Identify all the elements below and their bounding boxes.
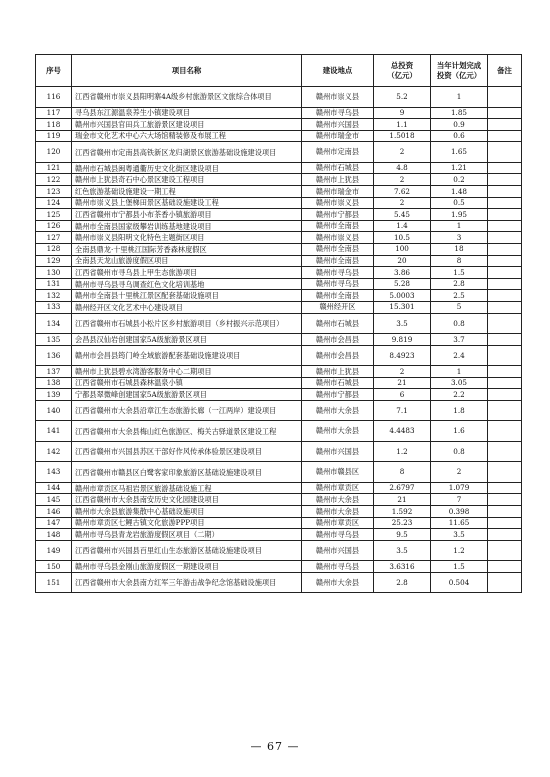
header-location: 建设地点 — [302, 55, 374, 87]
table-row — [36, 345, 522, 366]
row-note — [488, 301, 522, 313]
project-location: 赣州市崇义县 — [302, 87, 374, 108]
annual-plan-investment: 3.5 — [431, 529, 488, 541]
annual-plan-investment: 1.21 — [431, 162, 488, 174]
project-location: 赣州市全南县 — [302, 220, 374, 232]
table-header-row — [36, 55, 522, 87]
annual-plan-investment: 1.079 — [431, 482, 488, 494]
row-note — [488, 389, 522, 401]
annual-plan-investment: 1.8 — [431, 400, 488, 421]
table-row — [36, 529, 522, 541]
total-investment: 8 — [374, 462, 431, 483]
project-name: 全南县天龙山旅游度假区项目 — [72, 255, 302, 267]
project-name: 赣州市章贡区七鲤古镇文化旅游PPP项目 — [72, 517, 302, 529]
project-location: 赣州市全南县 — [302, 290, 374, 302]
table-row — [36, 142, 522, 163]
row-note — [488, 232, 522, 244]
row-note — [488, 540, 522, 561]
header-annual-plan-line2: 投资（亿元） — [436, 70, 482, 80]
project-location: 赣州经开区 — [302, 301, 374, 313]
annual-plan-investment: 0.2 — [431, 174, 488, 186]
row-note — [488, 142, 522, 163]
project-location: 赣州市瑞金市 — [302, 185, 374, 197]
table-row — [36, 232, 522, 244]
total-investment: 9 — [374, 107, 431, 119]
total-investment: 5.28 — [374, 278, 431, 290]
annual-plan-investment: 0.6 — [431, 130, 488, 142]
total-investment: 6 — [374, 389, 431, 401]
header-total-investment-line2: （亿元） — [387, 70, 417, 80]
row-number: 130 — [36, 267, 72, 279]
annual-plan-investment: 0.9 — [431, 119, 488, 131]
project-name: 寻乌县东江源温泉养生小镇建设项目 — [72, 107, 302, 119]
total-investment: 5.45 — [374, 209, 431, 221]
project-location: 赣州市寻乌县 — [302, 561, 374, 573]
row-number: 141 — [36, 421, 72, 442]
row-note — [488, 377, 522, 389]
total-investment: 2 — [374, 142, 431, 163]
project-name: 赣州市寻乌县青龙岩旅游度假区项目（二期） — [72, 529, 302, 541]
table-row — [36, 561, 522, 573]
row-number: 150 — [36, 561, 72, 573]
row-note — [488, 494, 522, 506]
table-row — [36, 400, 522, 421]
project-location: 赣州市上犹县 — [302, 174, 374, 186]
project-location: 赣州市大余县 — [302, 506, 374, 518]
project-location: 赣州市章贡区 — [302, 482, 374, 494]
table-row — [36, 517, 522, 529]
row-number: 138 — [36, 377, 72, 389]
row-note — [488, 220, 522, 232]
total-investment: 1.2 — [374, 441, 431, 462]
row-number: 142 — [36, 441, 72, 462]
project-name: 赣州经开区文化艺术中心建设项目 — [72, 301, 302, 313]
total-investment: 1.5018 — [374, 130, 431, 142]
project-name: 赣州市上犹县碧水湾游客服务中心二期项目 — [72, 366, 302, 378]
row-note — [488, 334, 522, 346]
header-project-name: 项目名称 — [72, 55, 302, 87]
project-location: 赣州市石城县 — [302, 162, 374, 174]
row-number: 140 — [36, 400, 72, 421]
project-location: 赣州市兴国县 — [302, 119, 374, 131]
project-name: 赣州市兴国县官田兵工旅游景区建设项目 — [72, 119, 302, 131]
row-number: 139 — [36, 389, 72, 401]
project-name: 瑞金市文化艺术中心六大场馆精装修及布展工程 — [72, 130, 302, 142]
total-investment: 15.301 — [374, 301, 431, 313]
project-location: 赣州市寻乌县 — [302, 267, 374, 279]
row-note — [488, 119, 522, 131]
project-name: 赣州市崇义县上堡梯田景区基础设施建设工程 — [72, 197, 302, 209]
project-location: 赣州市崇义县 — [302, 197, 374, 209]
project-location: 赣州市大余县 — [302, 421, 374, 442]
project-name: 会昌县汉仙岩创建国家5A级旅游景区项目 — [72, 334, 302, 346]
table-row — [36, 107, 522, 119]
annual-plan-investment: 3 — [431, 232, 488, 244]
annual-plan-investment: 0.8 — [431, 313, 488, 334]
row-note — [488, 572, 522, 593]
row-number: 122 — [36, 174, 72, 186]
project-name: 赣州市全南县国家级攀岩训练基地建设项目 — [72, 220, 302, 232]
row-number: 134 — [36, 313, 72, 334]
project-name: 江西省赣州市定南县高铁新区龙归湖景区旅游基础设施建设项目 — [72, 142, 302, 163]
annual-plan-investment: 2 — [431, 462, 488, 483]
annual-plan-investment: 0.5 — [431, 197, 488, 209]
project-location: 赣州市兴国县 — [302, 540, 374, 561]
row-note — [488, 185, 522, 197]
row-note — [488, 87, 522, 108]
row-note — [488, 517, 522, 529]
row-note — [488, 174, 522, 186]
project-name: 江西省赣州市石城县森林温泉小镇 — [72, 377, 302, 389]
projects-table — [35, 54, 522, 593]
total-investment: 1.1 — [374, 119, 431, 131]
total-investment: 1.592 — [374, 506, 431, 518]
table-row — [36, 243, 522, 255]
row-note — [488, 366, 522, 378]
total-investment: 10.5 — [374, 232, 431, 244]
row-note — [488, 267, 522, 279]
row-number: 128 — [36, 243, 72, 255]
row-number: 149 — [36, 540, 72, 561]
project-location: 赣州市会昌县 — [302, 345, 374, 366]
row-note — [488, 561, 522, 573]
row-note — [488, 107, 522, 119]
table-row — [36, 185, 522, 197]
table-row — [36, 421, 522, 442]
annual-plan-investment: 1.48 — [431, 185, 488, 197]
project-location: 赣州市大余县 — [302, 572, 374, 593]
row-number: 151 — [36, 572, 72, 593]
row-number: 137 — [36, 366, 72, 378]
header-total-investment-line1: 总投资 — [390, 60, 414, 70]
table-row — [36, 462, 522, 483]
annual-plan-investment: 5 — [431, 301, 488, 313]
project-name: 江西省赣州市大余县南安历史文化园建设项目 — [72, 494, 302, 506]
project-name: 江西省赣州市兴国县苏区干部好作风传承体验景区建设项目 — [72, 441, 302, 462]
annual-plan-investment: 1.5 — [431, 561, 488, 573]
row-note — [488, 482, 522, 494]
annual-plan-investment: 0.398 — [431, 506, 488, 518]
total-investment: 2.8 — [374, 572, 431, 593]
row-note — [488, 209, 522, 221]
table-row — [36, 334, 522, 346]
header-annual-plan — [431, 55, 488, 87]
project-location: 赣州市宁都县 — [302, 389, 374, 401]
row-number: 131 — [36, 278, 72, 290]
total-investment: 20 — [374, 255, 431, 267]
project-location: 赣州市大余县 — [302, 494, 374, 506]
project-location: 赣州市章贡区 — [302, 517, 374, 529]
annual-plan-investment: 1.95 — [431, 209, 488, 221]
table-row — [36, 377, 522, 389]
annual-plan-investment: 1 — [431, 366, 488, 378]
total-investment: 3.86 — [374, 267, 431, 279]
project-name: 赣州市石城县闽粤通衢历史文化街区建设项目 — [72, 162, 302, 174]
table-row — [36, 278, 522, 290]
project-location: 赣州市全南县 — [302, 243, 374, 255]
table-row — [36, 301, 522, 313]
row-number: 120 — [36, 142, 72, 163]
project-name: 江西省赣州市崇义县阳明寨4A级乡村旅游景区文旅综合体项目 — [72, 87, 302, 108]
project-name: 红色旅游基础设施建设一期工程 — [72, 185, 302, 197]
project-name: 江西省赣州市大余县梅山红色旅游区、梅关古驿道景区建设工程 — [72, 421, 302, 442]
annual-plan-investment: 1.2 — [431, 540, 488, 561]
header-no: 序号 — [36, 55, 72, 87]
project-location: 赣州市全南县 — [302, 255, 374, 267]
table-row — [36, 87, 522, 108]
table-row — [36, 441, 522, 462]
project-location: 赣州市石城县 — [302, 313, 374, 334]
project-name: 赣州市寻乌县金刚山旅游度假区一期建设项目 — [72, 561, 302, 573]
project-name: 赣州市章贡区马祖岩景区旅游基础设施工程 — [72, 482, 302, 494]
project-name: 赣州市寻乌县寻乌调查红色文化培训基地 — [72, 278, 302, 290]
annual-plan-investment: 2.8 — [431, 278, 488, 290]
row-note — [488, 290, 522, 302]
total-investment: 2 — [374, 366, 431, 378]
total-investment: 7.1 — [374, 400, 431, 421]
project-location: 赣州市石城县 — [302, 377, 374, 389]
total-investment: 3.5 — [374, 313, 431, 334]
total-investment: 9.5 — [374, 529, 431, 541]
row-note — [488, 278, 522, 290]
project-location: 赣州市寻乌县 — [302, 107, 374, 119]
table-row — [36, 119, 522, 131]
project-name: 赣州市大余县旅游集散中心基础设施项目 — [72, 506, 302, 518]
row-number: 132 — [36, 290, 72, 302]
row-number: 145 — [36, 494, 72, 506]
row-number: 118 — [36, 119, 72, 131]
total-investment: 4.8 — [374, 162, 431, 174]
row-number: 133 — [36, 301, 72, 313]
project-name: 宁都县翠微峰创建国家5A级旅游景区项目 — [72, 389, 302, 401]
table-row — [36, 209, 522, 221]
table-row — [36, 197, 522, 209]
header-note: 备注 — [488, 55, 522, 87]
row-note — [488, 462, 522, 483]
total-investment: 3.6316 — [374, 561, 431, 573]
table-row — [36, 366, 522, 378]
row-note — [488, 400, 522, 421]
annual-plan-investment: 1 — [431, 220, 488, 232]
annual-plan-investment: 0.8 — [431, 441, 488, 462]
table-row — [36, 389, 522, 401]
header-total-investment — [374, 55, 431, 87]
project-location: 赣州市大余县 — [302, 400, 374, 421]
row-number: 148 — [36, 529, 72, 541]
total-investment: 100 — [374, 243, 431, 255]
project-name: 全南县鼎龙·十里桃江国际芳香森林度假区 — [72, 243, 302, 255]
row-number: 135 — [36, 334, 72, 346]
annual-plan-investment: 7 — [431, 494, 488, 506]
row-note — [488, 255, 522, 267]
table-row — [36, 494, 522, 506]
table-row — [36, 290, 522, 302]
project-location: 赣州市崇义县 — [302, 232, 374, 244]
table-row — [36, 255, 522, 267]
project-location: 赣州市兴国县 — [302, 441, 374, 462]
row-number: 127 — [36, 232, 72, 244]
row-number: 121 — [36, 162, 72, 174]
project-name: 赣州市会昌县筠门岭全域旅游配套基础设施建设项目 — [72, 345, 302, 366]
row-number: 125 — [36, 209, 72, 221]
project-name: 赣州市上犹县奇石中心景区建设工程项目 — [72, 174, 302, 186]
total-investment: 2 — [374, 197, 431, 209]
table-row — [36, 540, 522, 561]
project-location: 赣州市赣县区 — [302, 462, 374, 483]
project-name: 赣州市崇义县阳明文化特色主题街区项目 — [72, 232, 302, 244]
total-investment: 3.5 — [374, 540, 431, 561]
project-location: 赣州市定南县 — [302, 142, 374, 163]
annual-plan-investment: 1.85 — [431, 107, 488, 119]
total-investment: 1.4 — [374, 220, 431, 232]
row-number: 124 — [36, 197, 72, 209]
table-row — [36, 313, 522, 334]
annual-plan-investment: 8 — [431, 255, 488, 267]
project-name: 江西省赣州市赣县区白鹭客家印象旅游区基础设施建设项目 — [72, 462, 302, 483]
project-location: 赣州市寻乌县 — [302, 278, 374, 290]
project-location: 赣州市会昌县 — [302, 334, 374, 346]
annual-plan-investment: 2.5 — [431, 290, 488, 302]
table-row — [36, 482, 522, 494]
table-row — [36, 220, 522, 232]
annual-plan-investment: 0.504 — [431, 572, 488, 593]
project-location: 赣州市上犹县 — [302, 366, 374, 378]
total-investment: 21 — [374, 377, 431, 389]
project-name: 江西省赣州市大余县南方红军三年游击战争纪念馆基础设施项目 — [72, 572, 302, 593]
project-name: 赣州市全南县十里桃江景区配套基础设施项目 — [72, 290, 302, 302]
annual-plan-investment: 3.7 — [431, 334, 488, 346]
table-row — [36, 267, 522, 279]
annual-plan-investment: 1 — [431, 87, 488, 108]
row-number: 143 — [36, 462, 72, 483]
row-note — [488, 345, 522, 366]
row-number: 126 — [36, 220, 72, 232]
row-note — [488, 197, 522, 209]
page-number: — 67 — — [250, 740, 300, 753]
annual-plan-investment: 3.05 — [431, 377, 488, 389]
row-note — [488, 421, 522, 442]
total-investment: 5.0003 — [374, 290, 431, 302]
row-note — [488, 313, 522, 334]
row-number: 146 — [36, 506, 72, 518]
annual-plan-investment: 1.5 — [431, 267, 488, 279]
total-investment: 25.23 — [374, 517, 431, 529]
row-number: 116 — [36, 87, 72, 108]
project-name: 江西省赣州市宁都县小布茶香小镇旅游项目 — [72, 209, 302, 221]
row-number: 117 — [36, 107, 72, 119]
annual-plan-investment: 18 — [431, 243, 488, 255]
project-location: 赣州市寻乌县 — [302, 529, 374, 541]
project-name: 江西省赣州市兴国县百里红山生态旅游区基础设施建设项目 — [72, 540, 302, 561]
row-note — [488, 130, 522, 142]
total-investment: 7.62 — [374, 185, 431, 197]
row-note — [488, 441, 522, 462]
row-note — [488, 529, 522, 541]
table-row — [36, 174, 522, 186]
annual-plan-investment: 1.65 — [431, 142, 488, 163]
row-number: 147 — [36, 517, 72, 529]
row-number: 144 — [36, 482, 72, 494]
total-investment: 9.819 — [374, 334, 431, 346]
annual-plan-investment: 11.65 — [431, 517, 488, 529]
row-number: 136 — [36, 345, 72, 366]
total-investment: 4.4483 — [374, 421, 431, 442]
table-row — [36, 572, 522, 593]
total-investment: 2 — [374, 174, 431, 186]
total-investment: 5.2 — [374, 87, 431, 108]
annual-plan-investment: 2.4 — [431, 345, 488, 366]
row-number: 119 — [36, 130, 72, 142]
total-investment: 21 — [374, 494, 431, 506]
row-number: 129 — [36, 255, 72, 267]
annual-plan-investment: 2.2 — [431, 389, 488, 401]
project-name: 江西省赣州市石城县小松片区乡村旅游项目（乡村振兴示范项目） — [72, 313, 302, 334]
table-row — [36, 506, 522, 518]
header-annual-plan-line1: 当年计划完成 — [436, 60, 482, 70]
annual-plan-investment: 1.6 — [431, 421, 488, 442]
project-name: 江西省赣州市大余县沿章江生态旅游长廊（一江两岸）建设项目 — [72, 400, 302, 421]
project-location: 赣州市宁都县 — [302, 209, 374, 221]
total-investment: 2.6797 — [374, 482, 431, 494]
row-note — [488, 506, 522, 518]
row-number: 123 — [36, 185, 72, 197]
table-row — [36, 130, 522, 142]
total-investment: 8.4923 — [374, 345, 431, 366]
project-name: 江西省赣州市寻乌县上甲生态旅游项目 — [72, 267, 302, 279]
row-note — [488, 162, 522, 174]
row-note — [488, 243, 522, 255]
table-row — [36, 162, 522, 174]
project-location: 赣州市瑞金市 — [302, 130, 374, 142]
